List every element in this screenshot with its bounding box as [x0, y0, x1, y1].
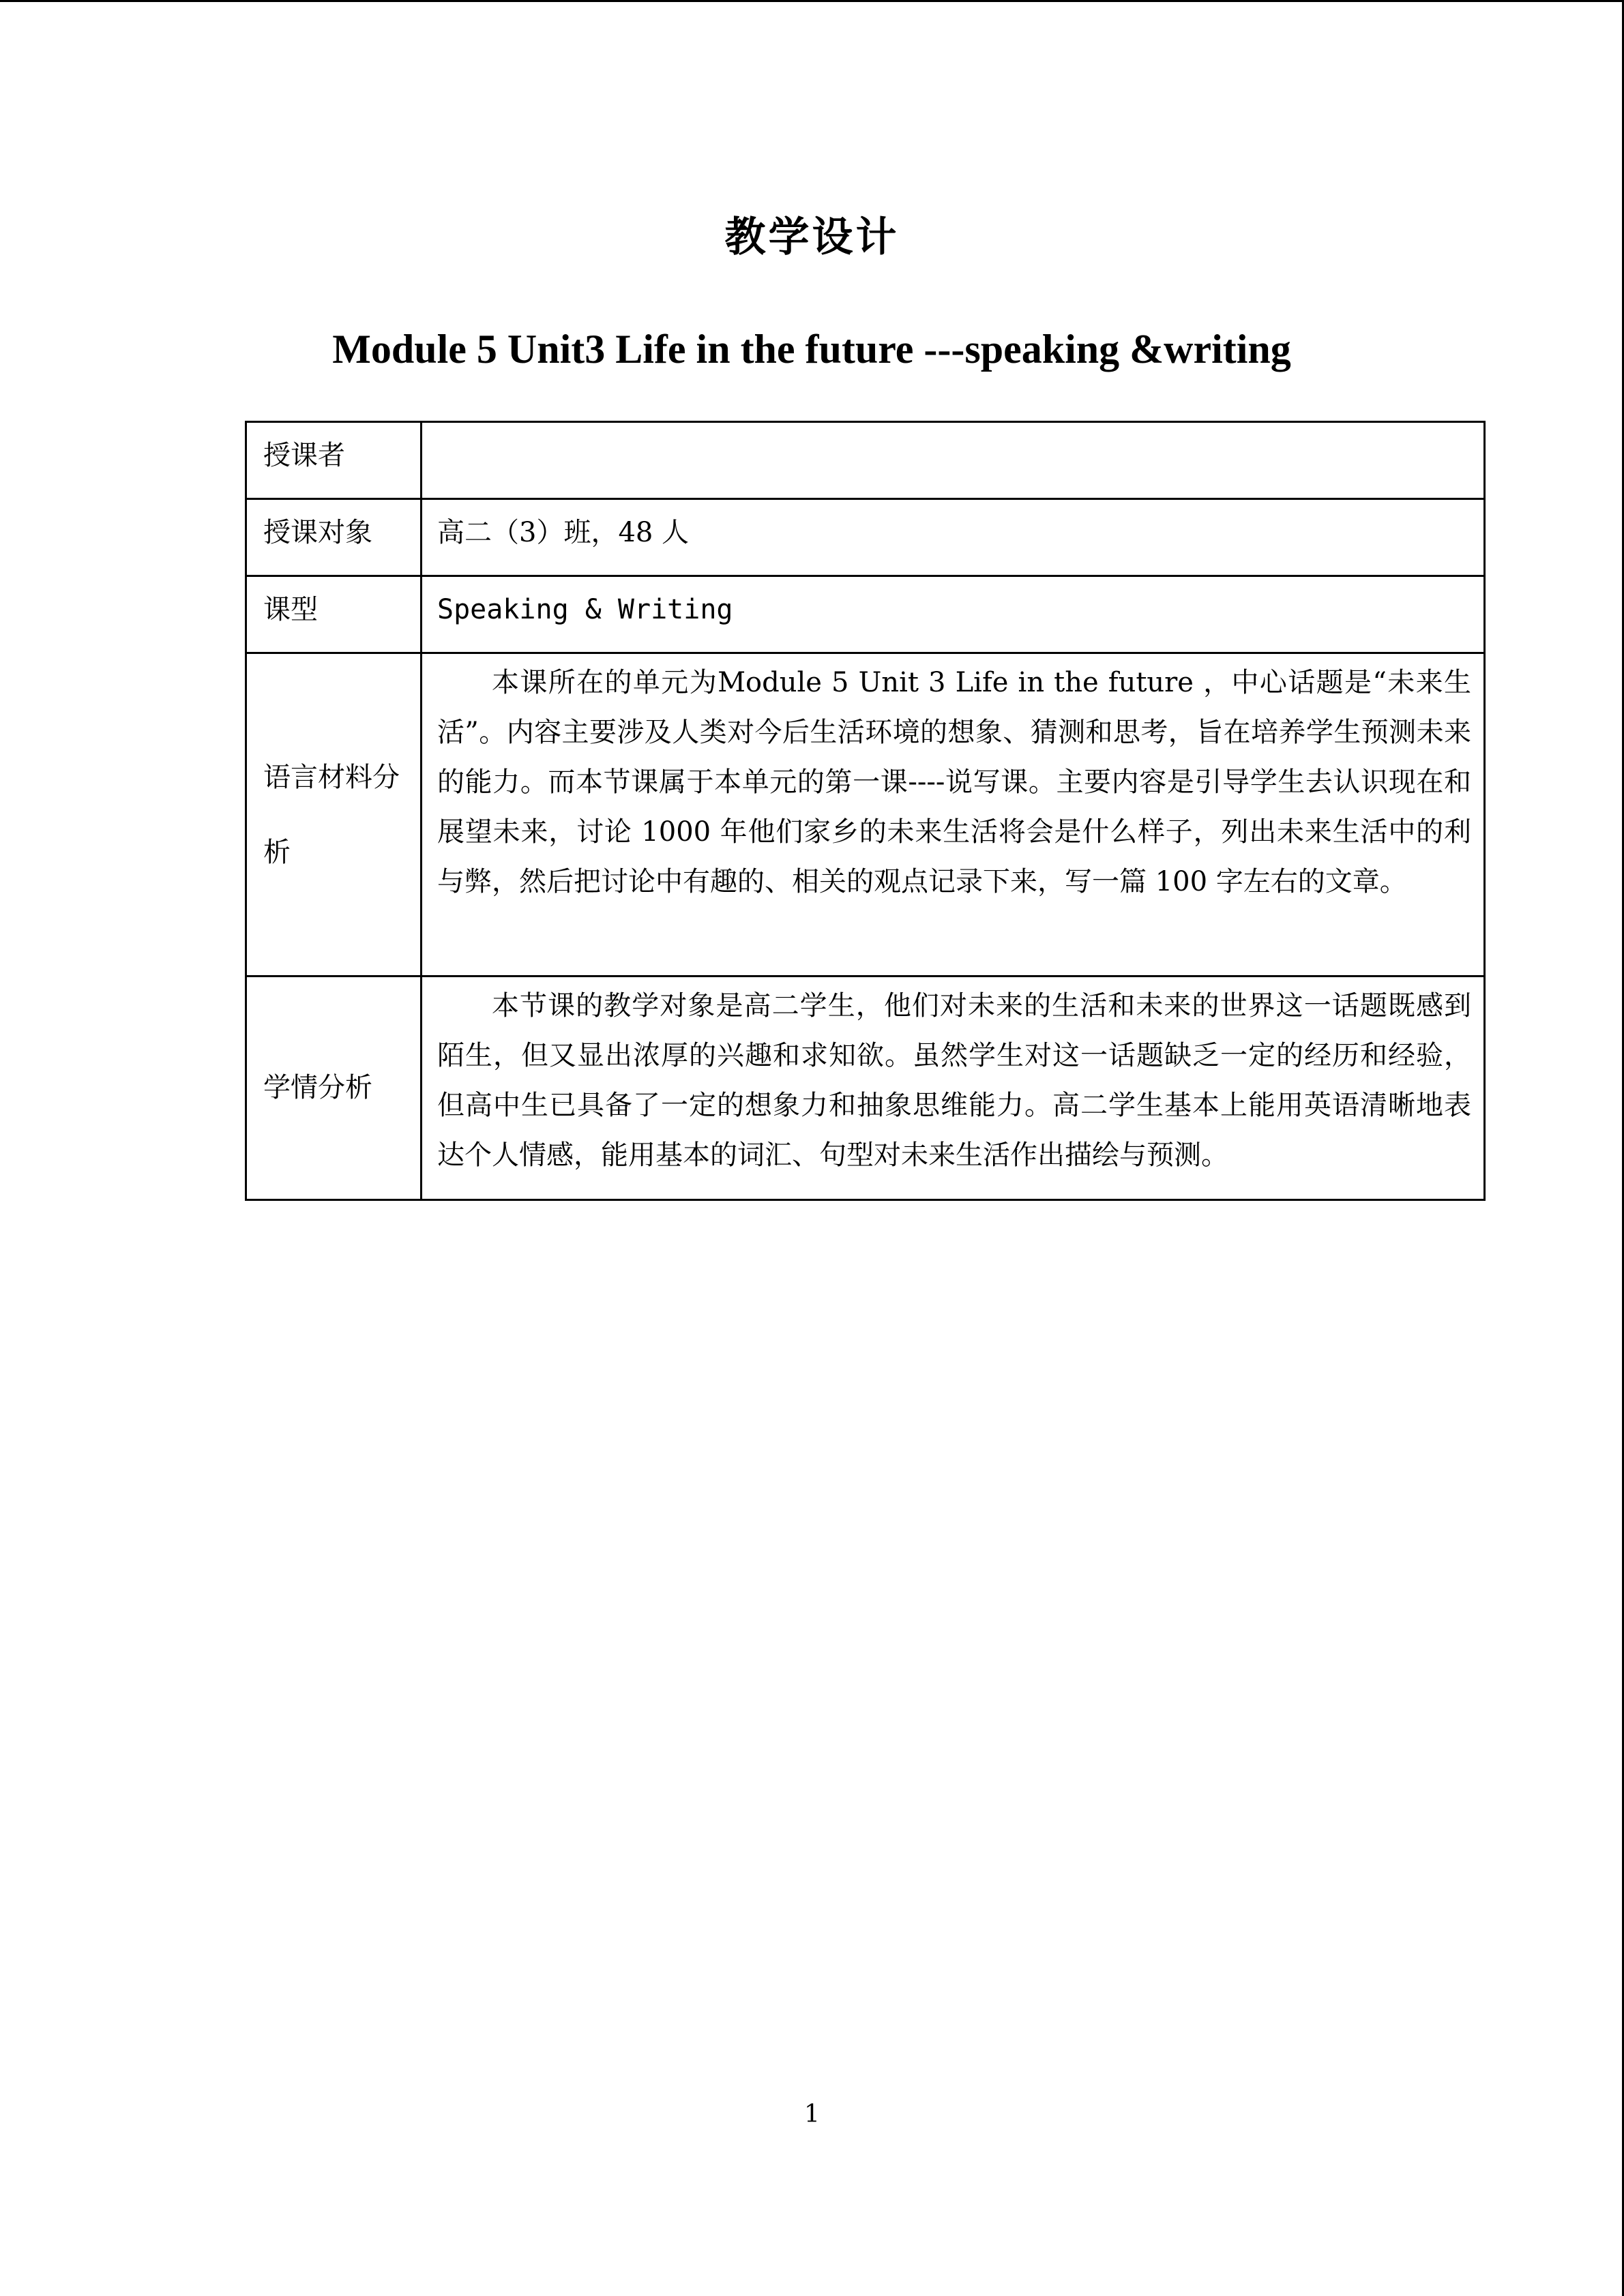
audience-label: 授课对象 [246, 499, 422, 576]
learner-analysis-text: 本节课的教学对象是高二学生，他们对未来的生活和未来的世界这一话题既感到陌生，但又显出浓厚的兴趣和求知欲。虽然学生对这一话题缺乏一定的经历和经验，但高中生已具备了一定的想象力和抽象思维能力。高二学生基本上能用英语清晰地表达个人情感，能用基本的词汇、句型对未来生活作出描绘与预测。 [437, 990, 1471, 1171]
teacher-label: 授课者 [246, 422, 422, 499]
audience-value: 高二（3）班，48 人 [422, 499, 1485, 576]
teacher-value [422, 422, 1485, 499]
material-analysis-label: 语言材料分析 [246, 653, 422, 976]
table-row-material-analysis [246, 653, 1485, 976]
learner-analysis-cell [422, 976, 1485, 1200]
lesson-type-value: Speaking & Writing [422, 576, 1485, 653]
document-subtitle: Module 5 Unit3 Life in the future ---speaking &writing [332, 327, 1291, 372]
learner-analysis-label: 学情分析 [246, 976, 422, 1200]
page-number: 1 [804, 2100, 820, 2128]
table-row-learner-analysis [246, 976, 1485, 1200]
table-row-teacher [246, 422, 1485, 499]
table-row-audience [246, 499, 1485, 576]
table-row-lesson-type [246, 576, 1485, 653]
material-analysis-cell [422, 653, 1485, 976]
lesson-plan-table [245, 421, 1486, 1201]
lesson-type-label: 课型 [246, 576, 422, 653]
page-border-top [0, 0, 1624, 2]
material-analysis-text: 本课所在的单元为Module 5 Unit 3 Life in the future ，中心话题是“未来生活”。内容主要涉及人类对今后生活环境的想象、猜测和思考，旨在培养学生预测未来的能力。而本节课属于本单元的第一课----说写课。主要内容是引导学生去认识现在和展望未来，讨论 1000 年他们家乡的未来生活将会是什么样子，列出未来生活中的利与弊，然后把讨论中有趣的、相关的观点记录下来，写一篇 100 字左右的文章。 [437, 667, 1471, 897]
document-title: 教学设计 [724, 213, 900, 261]
